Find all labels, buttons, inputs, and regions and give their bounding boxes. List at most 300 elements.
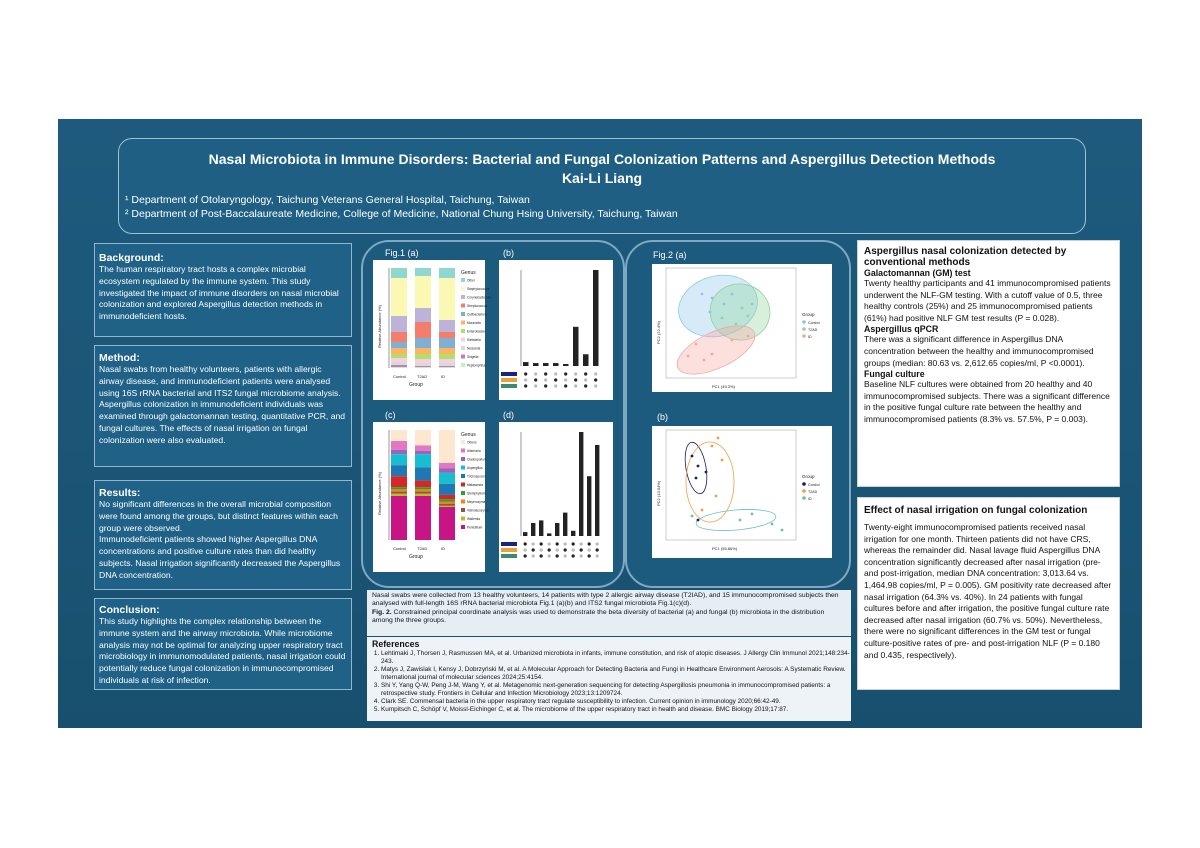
legend-label: Klebsiella [467, 338, 481, 342]
upset-dot [556, 554, 559, 557]
bar-segment [391, 489, 407, 491]
bar-segment [391, 492, 407, 494]
upset-dot [588, 554, 591, 557]
upset-dot [556, 548, 559, 551]
bar-segment [415, 496, 431, 540]
upset-dot [574, 384, 577, 387]
bar-segment [439, 507, 455, 540]
author-name: Kai-Li Liang [561, 170, 643, 186]
upset-dot [524, 554, 527, 557]
upset-dot [534, 378, 537, 381]
sample-point [747, 315, 750, 318]
legend-title: Group [802, 474, 815, 479]
upset-dot [554, 384, 557, 387]
legend-swatch [802, 327, 806, 331]
bar-segment [439, 367, 455, 368]
sample-point [711, 445, 714, 448]
bar-segment [391, 496, 407, 540]
bar-segment [391, 367, 407, 368]
bar-segment [391, 487, 407, 489]
sample-point [751, 303, 754, 306]
legend-swatch [461, 346, 465, 350]
bar-segment [391, 342, 407, 348]
references-heading: References [372, 639, 420, 649]
bar-segment [391, 450, 407, 454]
legend-swatch [802, 320, 806, 324]
upset-dot [532, 554, 535, 557]
figure-caption [367, 590, 851, 636]
bar-segment [415, 308, 431, 322]
legend-label: Shigella [467, 355, 479, 359]
legend-swatch [461, 338, 465, 342]
upset-dot [596, 554, 599, 557]
upset-dot [574, 372, 577, 375]
sample-point [751, 513, 754, 516]
sample-point [695, 343, 698, 346]
legend-label: Meyerozyma [467, 500, 486, 504]
upset-dot [532, 542, 535, 545]
legend-swatch [461, 278, 465, 282]
fig1c-stacked-bar-chart [373, 422, 489, 572]
sample-point [715, 495, 718, 498]
bar-segment [391, 348, 407, 354]
conclusion-heading: Conclusion: [99, 604, 160, 616]
bar-segment [415, 451, 431, 454]
figure-1-panel [361, 240, 625, 588]
bar-segment [439, 473, 455, 484]
legend-label: Malassezia [467, 483, 483, 487]
qpcr-heading: Aspergillus qPCR [864, 324, 939, 335]
group-tick-label: T2AD [417, 546, 428, 551]
sample-point [687, 355, 690, 358]
upset-bar [587, 476, 591, 536]
results-text-1: No significant differences in the overall microbial composition were found among the groups, but distinct features within each group were observed. [99, 499, 338, 533]
legend-label: Staphylococcus [467, 287, 490, 291]
sample-point [747, 335, 750, 338]
sample-point [701, 509, 704, 512]
bar-segment [439, 495, 455, 499]
results-section [94, 480, 352, 590]
upset-dot [588, 542, 591, 545]
upset-dot [544, 384, 547, 387]
bar-segment [439, 502, 455, 504]
bar-segment [439, 338, 455, 348]
sample-point [721, 317, 724, 320]
upset-dot [572, 554, 575, 557]
upset-dot [556, 542, 559, 545]
legend-swatch [461, 312, 465, 316]
sample-point [711, 297, 714, 300]
upset-dot [548, 554, 551, 557]
background-text: The human respiratory tract hosts a complex microbial ecosystem regulated by the immune system. This study investigated the impact of immune disorders on nasal microbial colonization and explored Aspergillus detection methods in immunodeficient hosts. [99, 264, 339, 322]
fig2a-label: Fig.2 (a) [653, 250, 687, 260]
conclusion-text: This study highlights the complex relationship between the immune system and the airway microbiota. While microbiome analysis may not be optimal for analyzing upper respiratory tract microbiology in immunomodulated patients, nasal irrigation could potentially reduce fungal colonization in immunocompromised individuals at risk of infection. [99, 616, 346, 685]
reference-item: 3. Shi Y, Yang Q-W, Peng J-M, Wang Y, et al. Metagenomic next-generation sequencing for detecting Aspergillosis pneumonia in immunocompromised patients: a retrospective study. Frontiers in Cellular and Infection Microbiology 2023;13:1209724. [381, 682, 851, 698]
upset-dot [548, 548, 551, 551]
y-axis-label: PC2 (13.04%) [656, 480, 661, 506]
fig2b-plot [652, 426, 832, 558]
legend-label: Enterobacter [467, 329, 486, 334]
bar-segment [415, 467, 431, 480]
bar-segment [415, 367, 431, 368]
upset-dot [524, 372, 527, 375]
bar-segment [391, 358, 407, 362]
bar-segment [415, 492, 431, 494]
upset-dot [588, 548, 591, 551]
upset-bar [563, 513, 567, 536]
sample-point [721, 459, 724, 462]
bar-segment [415, 359, 431, 363]
legend-swatch [461, 329, 465, 333]
upset-dot [584, 378, 587, 381]
references-section [367, 637, 851, 721]
legend-label: Peptoniphilus [467, 363, 487, 368]
background-heading: Background: [99, 252, 164, 264]
bar-segment [391, 494, 407, 496]
affiliation-2: ² Department of Post-Baccalaureate Medicine, College of Medicine, National Chung Hsing University, Taichung, Taiwan [125, 208, 678, 220]
legend-label: Control [808, 483, 820, 487]
set-size-bar [501, 542, 517, 546]
aspergillus-section [857, 240, 1120, 487]
fig2b-pcoa-plot [652, 426, 832, 558]
legend-label: Penicillium [467, 525, 483, 530]
legend-title: Genus [461, 432, 476, 438]
legend-label: T2AD [808, 490, 818, 494]
upset-dot [564, 384, 567, 387]
bar-segment [439, 504, 455, 506]
x-axis-label: PC1 (55.86%) [712, 546, 738, 551]
upset-dot [572, 542, 575, 545]
set-size-bar [501, 378, 517, 382]
legend-swatch [802, 482, 806, 486]
sample-point [739, 519, 742, 522]
culture-heading: Fungal culture [864, 369, 925, 380]
upset-dot [548, 542, 551, 545]
legend-label: T2AD [808, 328, 818, 332]
upset-dot [554, 372, 557, 375]
upset-dot [596, 542, 599, 545]
upset-dot [524, 548, 527, 551]
bar-segment [415, 348, 431, 354]
legend-label: Other [467, 278, 475, 283]
bar-segment [439, 354, 455, 359]
legend-label: ID [808, 335, 812, 339]
bar-segment [439, 469, 455, 473]
legend-swatch [461, 474, 465, 478]
sample-point [711, 353, 714, 356]
set-size-bar [501, 554, 517, 558]
upset-bar [573, 327, 579, 366]
upset-dot [580, 554, 583, 557]
legend-label: Streptococcus [467, 304, 488, 308]
group-tick-label: ID [441, 374, 445, 379]
legend-label: Vishniacozyma [467, 508, 489, 513]
upset-dot [540, 548, 543, 551]
set-size-bar [501, 372, 517, 376]
reference-item: 5. Kumpitsch C, Schöpf V, Moissl-Eichinger C, et al. The microbiome of the upper respiratory tract in health and disease. BMC Biology 2019;17:87. [381, 706, 851, 714]
bar-segment [439, 484, 455, 495]
upset-bar [583, 354, 589, 366]
upset-dot [596, 548, 599, 551]
bar-segment [415, 322, 431, 338]
sample-point [695, 477, 698, 480]
sample-point [697, 465, 700, 468]
sample-point [735, 323, 738, 326]
gm-heading: Galactomannan (GM) test [864, 268, 971, 278]
fig1a-label: Fig.1 (a) [385, 248, 419, 258]
group-tick-label: Control [393, 546, 406, 551]
irrigation-text: Twenty-eight immunocompromised patients received nasal irrigation for one month. Thirteen patients did not have CRS, whereas the remainder did. Nasal lavage fluid Aspergillus DNA concentration significantly decreased after nasal irrigation (pre- and post-irrigation, median DNA concentration: 3,013.64 vs. 1,464.98 copies/ml, P = 0.005). GM positivity rate decreased after nasal irrigation (64.3% vs. 40%). In 24 patients with fungal cultures before and after irrigation, the positive fungal culture rate decreased after nasal irrigation (60.7% vs. 50%). Nevertheless, there were no significant differences in the GM test or fungal culture-positive rates of pre- and post-irrigation NLF (P = 0.180 and 0.435, respectively). [864, 522, 1112, 660]
legend-swatch [461, 440, 465, 444]
reference-item: 2. Matys J, Zawislak I, Kensy J, Dobrzyński M, et al. A Molecular Approach for Detecting Bacteria and Fungi in Healthcare Environment Aerosols: A Systematic Review. International journal of molecular sciences 2024;25:4154. [381, 666, 851, 682]
upset-bar [555, 523, 559, 536]
sample-point [771, 523, 774, 526]
legend-swatch [461, 508, 465, 512]
legend-swatch [461, 304, 465, 308]
bar-segment [391, 332, 407, 342]
y-axis-label: PC2 (22.4%) [656, 321, 661, 344]
fig1c-label: (c) [385, 410, 396, 420]
upset-dot [534, 372, 537, 375]
bar-segment [391, 278, 407, 316]
upset-bar [593, 270, 599, 366]
fig2a-pcoa-plot [652, 264, 832, 392]
legend-swatch [802, 496, 806, 500]
sample-point [703, 359, 706, 362]
culture-text: Baseline NLF cultures were obtained from 20 healthy and 40 immunocompromised subjects. There was a significant difference in the positive fungal culture rate between the healthy and immunocompromised patients (8.3% vs. 57.5%, P = 0.003). [864, 379, 1110, 424]
fig2b-label: (b) [657, 412, 668, 422]
sample-point [731, 293, 734, 296]
upset-dot [564, 554, 567, 557]
fig1b-plot [499, 260, 613, 400]
upset-dot [584, 384, 587, 387]
bar-segment [439, 332, 455, 338]
sample-point [731, 339, 734, 342]
reference-item: 4. Clark SE. Commensal bacteria in the upper respiratory tract regulate susceptibility to infection. Current opinion in immunology 2020;66:42-49. [381, 698, 851, 706]
group-tick-label: T2AD [417, 374, 428, 379]
legend-label: Moraxella [467, 321, 481, 325]
bar-segment [415, 430, 431, 445]
fig1a-plot [373, 260, 492, 400]
poster-header [118, 138, 1086, 234]
upset-dot [564, 372, 567, 375]
bar-segment [415, 276, 431, 308]
qpcr-text: There was a significant difference in Aspergillus DNA concentration between the healthy and immunocompromised groups (median: 80.63 vs. 2,612.65 copies/ml, P <0.0001). [864, 334, 1094, 368]
bar-segment [439, 499, 455, 501]
bar-segment [415, 454, 431, 467]
legend-label: Aspergillus [467, 466, 483, 470]
bar-segment [439, 320, 455, 332]
legend-swatch [461, 355, 465, 359]
bar-segment [415, 366, 431, 367]
x-axis-label: Group [409, 554, 423, 560]
sample-point [723, 303, 726, 306]
legend-swatch [461, 466, 465, 470]
results-text-2: Immunodeficient patients showed higher Aspergillus DNA concentrations and positive culture rates than did healthy subjects. Nasal irrigation significantly decreased the Aspergillus DNA concentration. [99, 534, 341, 580]
legend-swatch [461, 491, 465, 495]
legend-label: Cladosporium [467, 457, 487, 462]
caption-fig2-label: Fig. 2. [372, 608, 392, 616]
legend-label: Trichosporon [467, 474, 486, 479]
sample-point [691, 455, 694, 458]
legend-swatch [461, 449, 465, 453]
fig1c-plot [373, 422, 489, 572]
aspergillus-heading: Aspergillus nasal colonization detected by conventional methods [864, 246, 1067, 268]
legend-swatch [461, 457, 465, 461]
upset-dot [524, 542, 527, 545]
legend-swatch [461, 287, 465, 291]
bar-segment [439, 278, 455, 320]
gm-text: Twenty healthy participants and 41 immunocompromised patients underwent the NLF-GM testing. With a cutoff value of 0.5, three healthy controls (25%) and 25 immunocompromised patients (61%) had positive NLF GM test results (P = 0.028). [864, 278, 1111, 323]
irrigation-heading: Effect of nasal irrigation on fungal colonization [864, 505, 1088, 516]
bar-segment [391, 365, 407, 367]
legend-swatch [802, 334, 806, 338]
bar-segment [415, 338, 431, 348]
legend-swatch [461, 295, 465, 299]
bar-segment [439, 430, 455, 463]
legend-label: Wallemia [467, 517, 480, 521]
set-size-bar [501, 548, 517, 552]
legend-swatch [461, 321, 465, 325]
legend-swatch [461, 500, 465, 504]
sample-point [717, 437, 720, 440]
bar-segment [391, 362, 407, 365]
fig1d-upset-chart [499, 422, 613, 572]
group-tick-label: Control [393, 374, 406, 379]
bar-segment [391, 476, 407, 487]
irrigation-section [857, 497, 1120, 690]
upset-bar [543, 363, 549, 366]
poster-title: Nasal Microbiota in Immune Disorders: Bacterial and Fungal Colonization Patterns and Aspergillus Detection Methods [208, 151, 996, 167]
legend-label: Others [467, 440, 477, 445]
x-axis-label: Group [409, 382, 423, 388]
bar-segment [439, 506, 455, 507]
upset-dot [594, 378, 597, 381]
upset-dot [564, 548, 567, 551]
legend-swatch [461, 483, 465, 487]
legend-label: Stemphylium [467, 491, 486, 496]
bar-segment [415, 489, 431, 491]
bar-segment [415, 268, 431, 276]
upset-bar [553, 363, 559, 366]
upset-bar [595, 445, 599, 536]
bar-segment [415, 445, 431, 451]
upset-bar [563, 364, 569, 366]
upset-dot [564, 378, 567, 381]
upset-dot [544, 378, 547, 381]
upset-bar [539, 520, 543, 536]
references-list [367, 650, 851, 714]
y-axis-label: Relative Abundance (%) [377, 305, 382, 348]
upset-dot [534, 384, 537, 387]
legend-label: ID [808, 497, 812, 501]
bar-segment [415, 487, 431, 489]
sample-point [701, 293, 704, 296]
legend-label: Corynebacterium [467, 295, 492, 300]
group-tick-label: ID [441, 546, 445, 551]
method-text-1: Nasal swabs from healthy volunteers, patients with allergic airway disease, and immunodeficient patients were analysed using 16S rRNA bacterial and ITS2 fungal microbiome analysis. [99, 364, 341, 398]
upset-dot [572, 548, 575, 551]
caption-text-2: Constrained principal coordinate analysis was used to demonstrate the beta diversity of bacterial (a) and fungal (b) microbiota in the distribution among the three groups. [372, 608, 825, 625]
upset-dot [544, 372, 547, 375]
method-section [94, 345, 352, 467]
sample-point [691, 515, 694, 518]
plot-area [666, 430, 796, 540]
upset-bar [523, 362, 529, 366]
upset-dot [580, 542, 583, 545]
legend-label: Cutibacterium [467, 312, 487, 317]
bar-segment [439, 348, 455, 354]
upset-dot [580, 548, 583, 551]
legend-title: Group [802, 312, 815, 317]
bar-segment [391, 316, 407, 332]
bar-segment [391, 354, 407, 358]
bar-segment [439, 268, 455, 278]
legend-label: Neisseria [467, 346, 481, 351]
sample-point [741, 307, 744, 310]
upset-dot [594, 372, 597, 375]
fig1b-upset-chart [499, 260, 613, 400]
legend-swatch [461, 363, 465, 367]
upset-dot [540, 554, 543, 557]
upset-bar [523, 532, 527, 536]
upset-dot [584, 372, 587, 375]
bar-segment [391, 454, 407, 465]
upset-bar [547, 533, 551, 536]
legend-label: Control [808, 321, 820, 325]
upset-dot [564, 542, 567, 545]
upset-bar [571, 531, 575, 536]
upset-bar [531, 523, 535, 536]
conclusion-section [94, 598, 352, 690]
upset-dot [554, 378, 557, 381]
fig1d-plot [499, 422, 613, 572]
x-axis-label: PC1 (49.3%) [712, 384, 735, 389]
upset-dot [574, 378, 577, 381]
bar-segment [391, 430, 407, 441]
y-axis-label: Relative Abundance (%) [377, 472, 382, 515]
legend-swatch [461, 525, 465, 529]
figure-2-panel [625, 240, 851, 588]
fig2a-plot [652, 264, 832, 392]
bar-segment [415, 354, 431, 359]
legend-label: Alternaria [467, 449, 481, 453]
fig1b-label: (b) [503, 248, 514, 258]
affiliation-1: ¹ Department of Otolaryngology, Taichung Veterans General Hospital, Taichung, Taiwan [125, 194, 530, 206]
upset-bar [533, 363, 539, 366]
sample-point [697, 519, 700, 522]
method-text-2: Aspergillus colonization in immunodeficient individuals was examined through galactomannan testing, quantitative PCR, and fungal cultures. The effects of nasal irrigation on fungal colonization were also evaluated. [99, 399, 346, 445]
upset-bar [579, 432, 583, 536]
upset-dot [594, 384, 597, 387]
bar-segment [415, 481, 431, 488]
set-size-bar [501, 384, 517, 388]
sample-point [709, 311, 712, 314]
legend-swatch [802, 489, 806, 493]
upset-dot [524, 378, 527, 381]
bar-segment [391, 441, 407, 450]
bar-segment [439, 359, 455, 363]
bar-segment [415, 494, 431, 496]
upset-dot [524, 384, 527, 387]
upset-dot [540, 542, 543, 545]
results-heading: Results: [99, 487, 141, 499]
reference-item: 1. Lehtimaki J, Thorsen J, Rasmussen MA, et al. Urbanized microbiota in infants, immune constitution, and risk of atopic diseases. J Allergy Clin Immunol 2021;148:234-243. [381, 650, 851, 666]
bar-segment [439, 363, 455, 366]
fig1a-stacked-bar-chart [373, 260, 492, 400]
bar-segment [391, 465, 407, 476]
bar-segment [391, 268, 407, 278]
